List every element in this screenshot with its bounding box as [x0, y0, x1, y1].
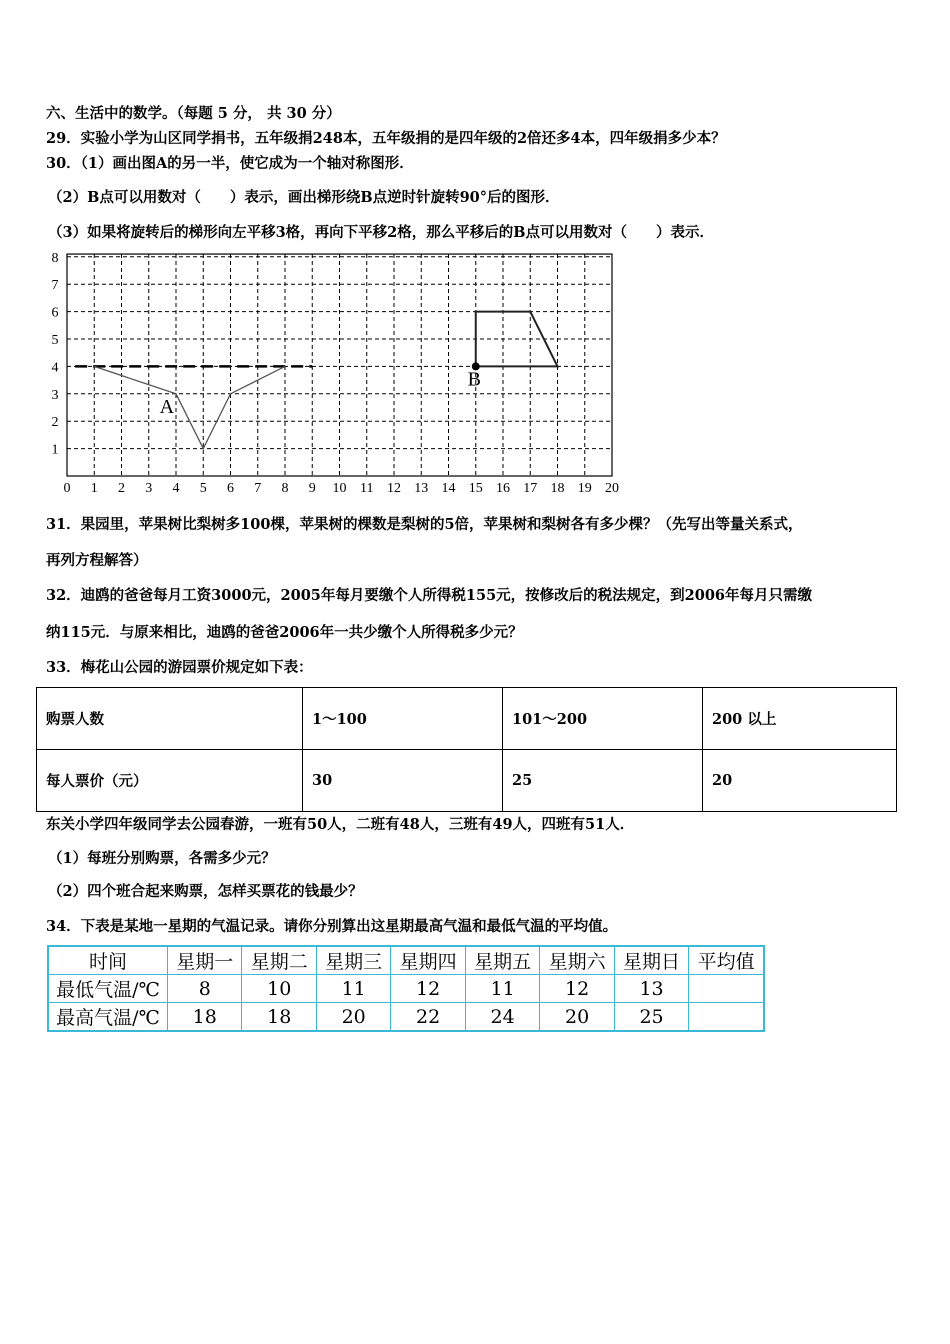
section-title: 六、生活中的数学。（每题 5 分， 共 30 分）: [46, 105, 341, 122]
table-row: [37, 688, 897, 750]
table-cell: 10: [242, 975, 316, 1003]
x-tick-label: 9: [308, 481, 316, 495]
table-cell: 12: [391, 975, 465, 1003]
question-29: 29．实验小学为山区同学捐书，五年级捐248本，五年级捐的是四年级的2倍还多4本，四年级捐多少本？: [46, 130, 726, 147]
table-cell: 20: [316, 1003, 390, 1032]
x-tick-label: 12: [387, 481, 401, 495]
question-33-line1: 东关小学四年级同学去公园春游，一班有50人，二班有48人，三班有49人，四班有51人．: [46, 816, 635, 833]
table-cell: 最高气温/℃: [48, 1003, 168, 1032]
grid-border: [67, 254, 612, 476]
shape-a: [94, 366, 285, 448]
table-cell: 13: [614, 975, 688, 1003]
question-33-line2: （1）每班分别购票，各需多少元？: [48, 850, 276, 867]
question-30-part2: （2）B点可以用数对（ ）表示，画出梯形绕B点逆时针旋转90°后的图形．: [48, 189, 560, 206]
ticket-price-table: [36, 687, 897, 812]
table-cell: [689, 975, 764, 1003]
y-tick-label: 8: [51, 250, 59, 266]
x-tick-label: 8: [281, 481, 289, 495]
temperature-table: [47, 945, 765, 1032]
x-tick-label: 3: [145, 481, 153, 495]
table-cell: 8: [168, 975, 242, 1003]
x-tick-label: 11: [360, 481, 374, 495]
table-cell: 101～200: [503, 688, 703, 750]
x-tick-label: 6: [227, 481, 234, 495]
x-tick-label: 19: [577, 481, 592, 495]
x-tick-label: 20: [605, 481, 619, 495]
x-tick-label: 7: [254, 481, 262, 495]
question-31-line1: 31．果园里，苹果树比梨树多100棵，苹果树的棵数是梨树的5倍，苹果树和梨树各有多少棵？（先写出等量关系式，: [46, 516, 803, 533]
y-tick-label: 5: [51, 333, 59, 348]
table-cell: 30: [303, 750, 503, 812]
table-cell: 11: [316, 975, 390, 1003]
x-tick-label: 13: [414, 481, 429, 495]
y-tick-label: 7: [51, 278, 59, 294]
table-row: [48, 975, 764, 1003]
table-cell: 星期三: [316, 946, 390, 975]
table-cell: 12: [540, 975, 614, 1003]
question-30-part1: 30．（1）画出图A的另一半，使它成为一个轴对称图形．: [46, 155, 414, 172]
table-cell: 最低气温/℃: [48, 975, 168, 1003]
table-cell: 时间: [48, 946, 168, 975]
table-row: [48, 1003, 764, 1032]
table-cell: [689, 1003, 764, 1032]
x-tick-label: 5: [199, 481, 207, 495]
table-cell: 星期日: [614, 946, 688, 975]
table-cell: 星期二: [242, 946, 316, 975]
x-tick-label: 14: [441, 481, 456, 495]
question-33-intro: 33．梅花山公园的游园票价规定如下表：: [46, 659, 313, 676]
x-tick-label: 18: [550, 481, 565, 495]
table-cell: 每人票价（元）: [37, 750, 303, 812]
table-cell: 18: [242, 1003, 316, 1032]
table-cell: 11: [465, 975, 539, 1003]
question-34-intro: 34．下表是某地一星期的气温记录。请你分别算出这星期最高气温和最低气温的平均值。: [46, 918, 618, 935]
question-32-line1: 32．迪鸥的爸爸每月工资3000元，2005年每月要缴个人所得税155元，按修改后的税法规定，到2006年每月只需缴: [46, 587, 813, 604]
x-tick-label: 16: [496, 481, 510, 495]
question-30-part3: （3）如果将旋转后的梯形向左平移3格，再向下平移2格，那么平移后的B点可以用数对（ ）表示．: [48, 224, 715, 241]
question-32-line2: 纳115元．与原来相比，迪鸥的爸爸2006年一共少缴个人所得税多少元？: [46, 624, 523, 641]
x-tick-label: 10: [332, 481, 347, 495]
label-a: A: [159, 395, 175, 418]
table-cell: 星期五: [465, 946, 539, 975]
x-tick-label: 2: [118, 481, 125, 495]
table-cell: 18: [168, 1003, 242, 1032]
y-tick-label: 1: [51, 442, 59, 458]
x-tick-label: 4: [172, 481, 180, 495]
table-cell: 平均值: [689, 946, 764, 975]
table-cell: 24: [465, 1003, 539, 1032]
coordinate-grid: [30, 245, 630, 495]
table-cell: 1～100: [303, 688, 503, 750]
x-tick-label: 15: [468, 481, 483, 495]
table-cell: 25: [503, 750, 703, 812]
table-cell: 星期一: [168, 946, 242, 975]
table-cell: 20: [540, 1003, 614, 1032]
table-cell: 星期六: [540, 946, 614, 975]
y-tick-label: 3: [51, 387, 59, 403]
table-cell: 22: [391, 1003, 465, 1032]
x-tick-label: 17: [523, 481, 538, 495]
y-tick-label: 4: [51, 360, 59, 376]
table-cell: 20: [703, 750, 897, 812]
question-31-line2: 再列方程解答）: [46, 552, 148, 569]
table-row: [48, 946, 764, 975]
table-cell: 购票人数: [37, 688, 303, 750]
label-b: B: [467, 368, 481, 391]
y-tick-label: 2: [51, 415, 59, 431]
y-tick-label: 6: [51, 305, 59, 321]
question-33-line3: （2）四个班合起来购票，怎样买票花的钱最少？: [48, 883, 363, 900]
table-cell: 25: [614, 1003, 688, 1032]
x-tick-label: 0: [63, 481, 71, 495]
table-cell: 200 以上: [703, 688, 897, 750]
table-row: [37, 750, 897, 812]
x-tick-label: 1: [90, 481, 98, 495]
table-cell: 星期四: [391, 946, 465, 975]
